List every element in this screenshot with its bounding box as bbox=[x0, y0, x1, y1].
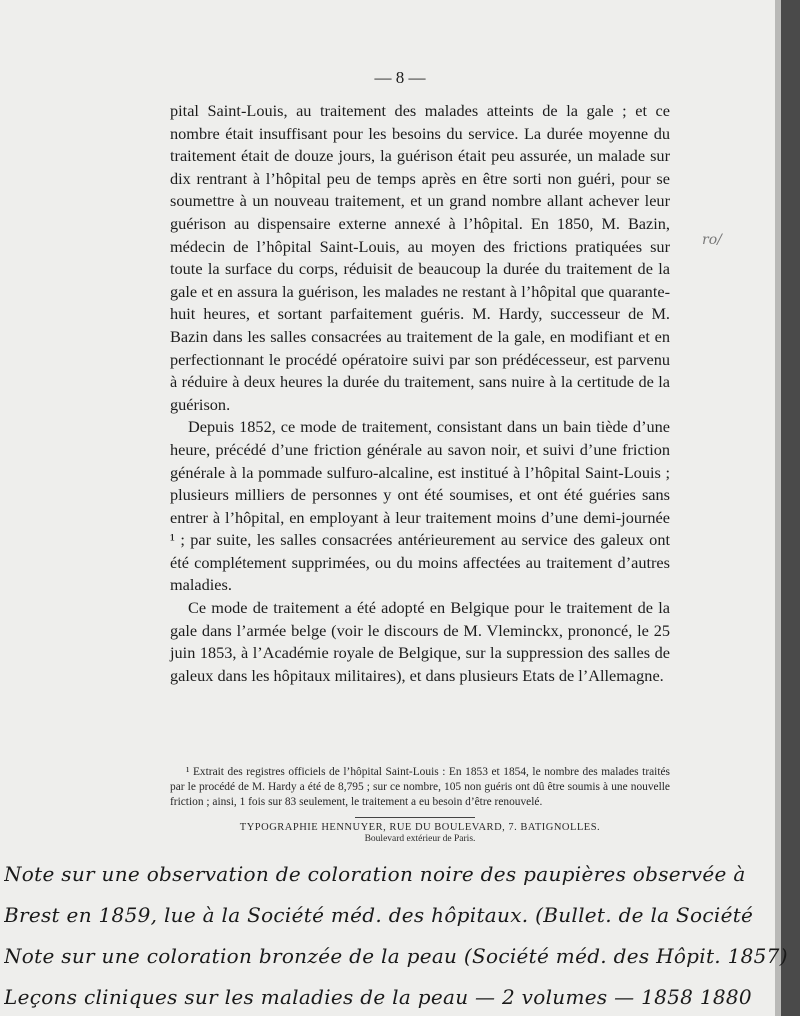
imprint-line-2: Boulevard extérieur de Paris. bbox=[364, 834, 476, 844]
margin-annotation: ro/ bbox=[702, 232, 722, 248]
page-number: — 8 — bbox=[374, 68, 426, 87]
paragraph-1: pital Saint-Louis, au traitement des malades atteints de la gale ; et ce nombre était insuffisant pour les besoins du service. La durée moyenne du traitement était de douze jours, la guérison était peu assurée, un malade sur dix rentrant à l’hôpital peu de temps après en être sorti non guéri, pour se soumettre à un nouveau traitement, et un grand nombre allant achever leur guérison au dispensaire externe annexé à l’hôpital. En 1850, M. Bazin, médecin de l’hôpital Saint-Louis, au moyen des frictions pratiquées sur toute la surface du corps, réduisit de beaucoup la durée du traitement de la gale et en assura la guérison, les malades ne restant à l’hôpital que quarante-huit heures, et sortant parfaitement guéris. M. Hardy, successeur de M. Bazin dans les salles consacrées au traitement de la gale, en modifiant et en perfectionnant le procédé opératoire suivi par son prédécesseur, est parvenu à réduire à deux heures la durée du traitement, sans nuire à la certitude de la guérison. bbox=[170, 101, 670, 414]
main-text bbox=[170, 100, 670, 687]
footnote bbox=[170, 765, 670, 810]
separator-rule bbox=[355, 817, 475, 818]
handwritten-note-3: Note sur une coloration bronzée de la peau (Société méd. des Hôpit. 1857) bbox=[4, 944, 788, 968]
handwritten-note-2: Brest en 1859, lue à la Société méd. des hôpitaux. (Bullet. de la Société bbox=[4, 903, 754, 927]
paragraph-3: Ce mode de traitement a été adopté en Belgique pour le traitement de la gale dans l’armée belge (voir le discours de M. Vleminckx, prononcé, le 25 juin 1853, à l’Académie royale de Belgique, sur la suppression des salles de galeux dans les hôpitaux militaires), et dans plusieurs Etats de l’Allemagne. bbox=[170, 598, 670, 685]
paragraph-2: Depuis 1852, ce mode de traitement, consistant dans un bain tiède d’une heure, précédé d’une friction générale au savon noir, et suivi d’une friction générale à la pommade sulfuro-alcaline, est institué à l’hôpital Saint-Louis ; plusieurs milliers de personnes y ont été soumises, et ont été guéries sans entrer à l’hôpital, en employant à leur traitement moins d’une demi-journée ¹ ; par suite, les salles consacrées antérieurement au service des galeux ont été complétement supprimées, ou du moins affectées au traitement d’autres maladies. bbox=[170, 417, 670, 595]
footnote-text: ¹ Extrait des registres officiels de l’hôpital Saint-Louis : En 1853 et 1854, le nombre des malades traités par le procédé de M. Hardy a été de 8,795 ; sur ce nombre, 105 non guéris ont dû être soumis à une nouvelle friction ; ainsi, 1 fois sur 83 seulement, le traitement a eu besoin d’être renouvelé. bbox=[170, 766, 670, 808]
printer-imprint bbox=[170, 822, 670, 845]
imprint-line-1: TYPOGRAPHIE HENNUYER, RUE DU BOULEVARD, 7. BATIGNOLLES. bbox=[239, 822, 601, 833]
handwritten-note-4: Leçons cliniques sur les maladies de la peau — 2 volumes — 1858 1880 bbox=[4, 985, 752, 1009]
handwritten-note-1: Note sur une observation de coloration noire des paupières observée à bbox=[4, 862, 746, 886]
